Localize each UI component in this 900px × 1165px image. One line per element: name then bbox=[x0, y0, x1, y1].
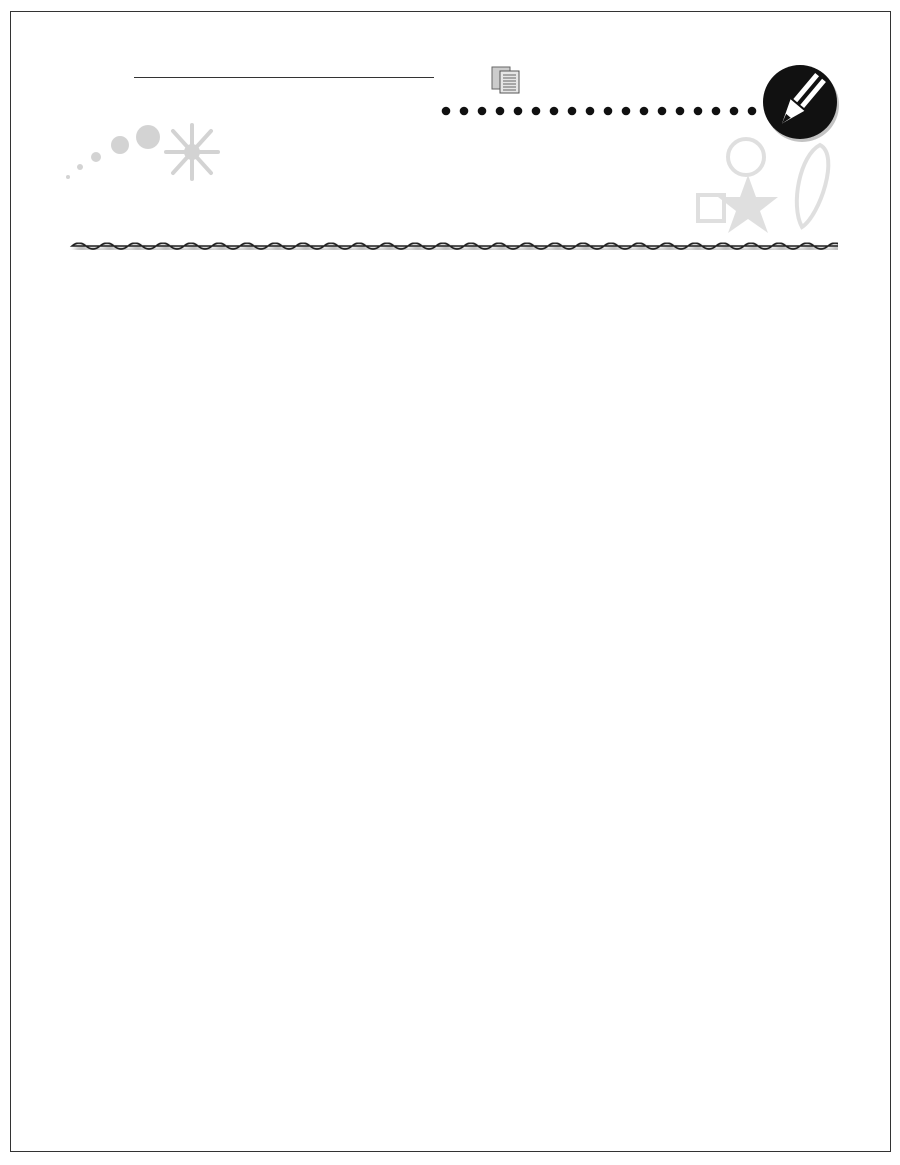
pencil-icon bbox=[762, 64, 840, 142]
worksheet-pages-icon bbox=[491, 66, 521, 94]
wavy-border bbox=[62, 236, 838, 422]
instructions-box bbox=[62, 236, 838, 422]
name-input-line[interactable] bbox=[134, 77, 434, 78]
dotted-divider bbox=[440, 104, 760, 118]
decorative-sun-icon bbox=[60, 115, 240, 195]
decorative-shapes-icon bbox=[690, 135, 850, 235]
